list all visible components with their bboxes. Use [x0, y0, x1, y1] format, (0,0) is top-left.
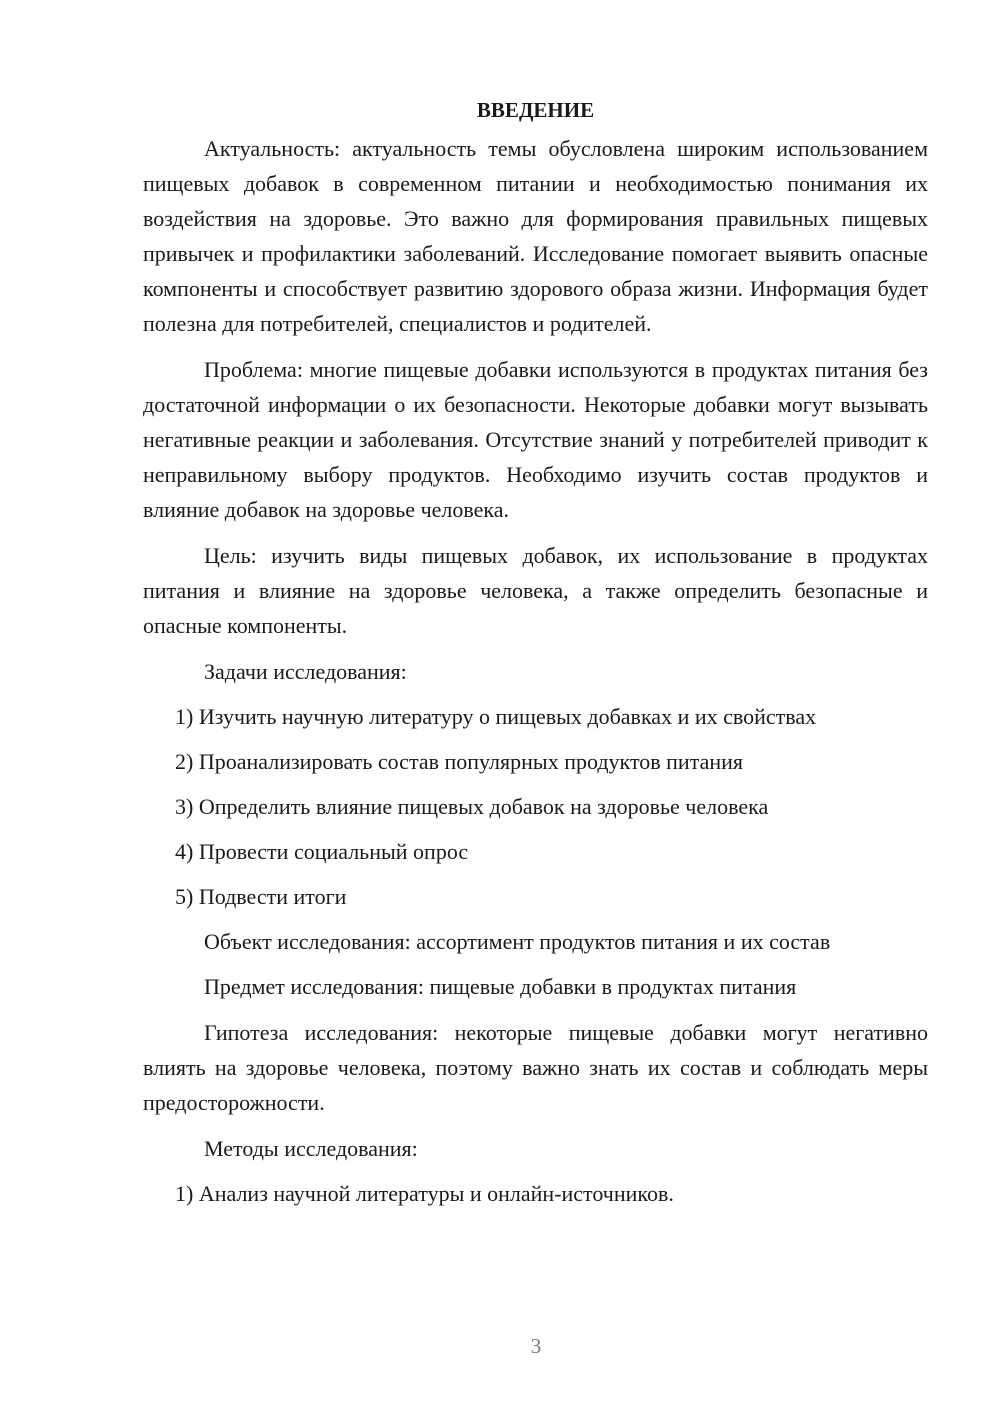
page-content: [143, 96, 928, 1211]
paragraph-relevance: Актуальность: актуальность темы обусловлена широким использованием пищевых добавок в современном питании и необходимостью понимания их воздействия на здоровье. Это важно для формирования правильных пищевых привычек и профилактики заболеваний. Исследование помогает выявить опасные компоненты и способствует развитию здорового образа жизни. Информация будет полезна для потребителей, специалистов и родителей.: [143, 136, 928, 336]
tasks-title: Задачи исследования:: [204, 659, 407, 684]
methods-list: [143, 1176, 928, 1211]
list-item: 2) Проанализировать состав популярных продуктов питания: [175, 749, 744, 774]
list-item: 5) Подвести итоги: [175, 884, 347, 909]
research-object: Объект исследования: ассортимент продуктов питания и их состав: [204, 929, 831, 954]
methods-title: Методы исследования:: [204, 1136, 418, 1161]
tasks-list: [143, 699, 928, 914]
page-number: 3: [530, 1334, 542, 1358]
research-hypothesis: Гипотеза исследования: некоторые пищевые добавки могут негативно влиять на здоровье человека, поэтому важно знать их состав и соблюдать меры предосторожности.: [143, 1020, 928, 1115]
list-item: 4) Провести социальный опрос: [175, 839, 469, 864]
page-heading: ВВЕДЕНИЕ: [476, 98, 595, 122]
research-subject: Предмет исследования: пищевые добавки в продуктах питания: [204, 974, 797, 999]
paragraph-problem: Проблема: многие пищевые добавки используются в продуктах питания без достаточной информации о их безопасности. Некоторые добавки могут вызывать негативные реакции и заболевания. Отсутствие знаний у потребителей приводит к неправильному выбору продуктов. Необходимо изучить состав продуктов и влияние добавок на здоровье человека.: [143, 357, 928, 522]
list-item: 3) Определить влияние пищевых добавок на здоровье человека: [175, 794, 769, 819]
list-item: 1) Изучить научную литературу о пищевых добавках и их свойствах: [175, 704, 817, 729]
list-item: 1) Анализ научной литературы и онлайн-источников.: [175, 1181, 674, 1206]
paragraph-goal: Цель: изучить виды пищевых добавок, их использование в продуктах питания и влияние на здоровье человека, а также определить безопасные и опасные компоненты.: [143, 543, 928, 638]
